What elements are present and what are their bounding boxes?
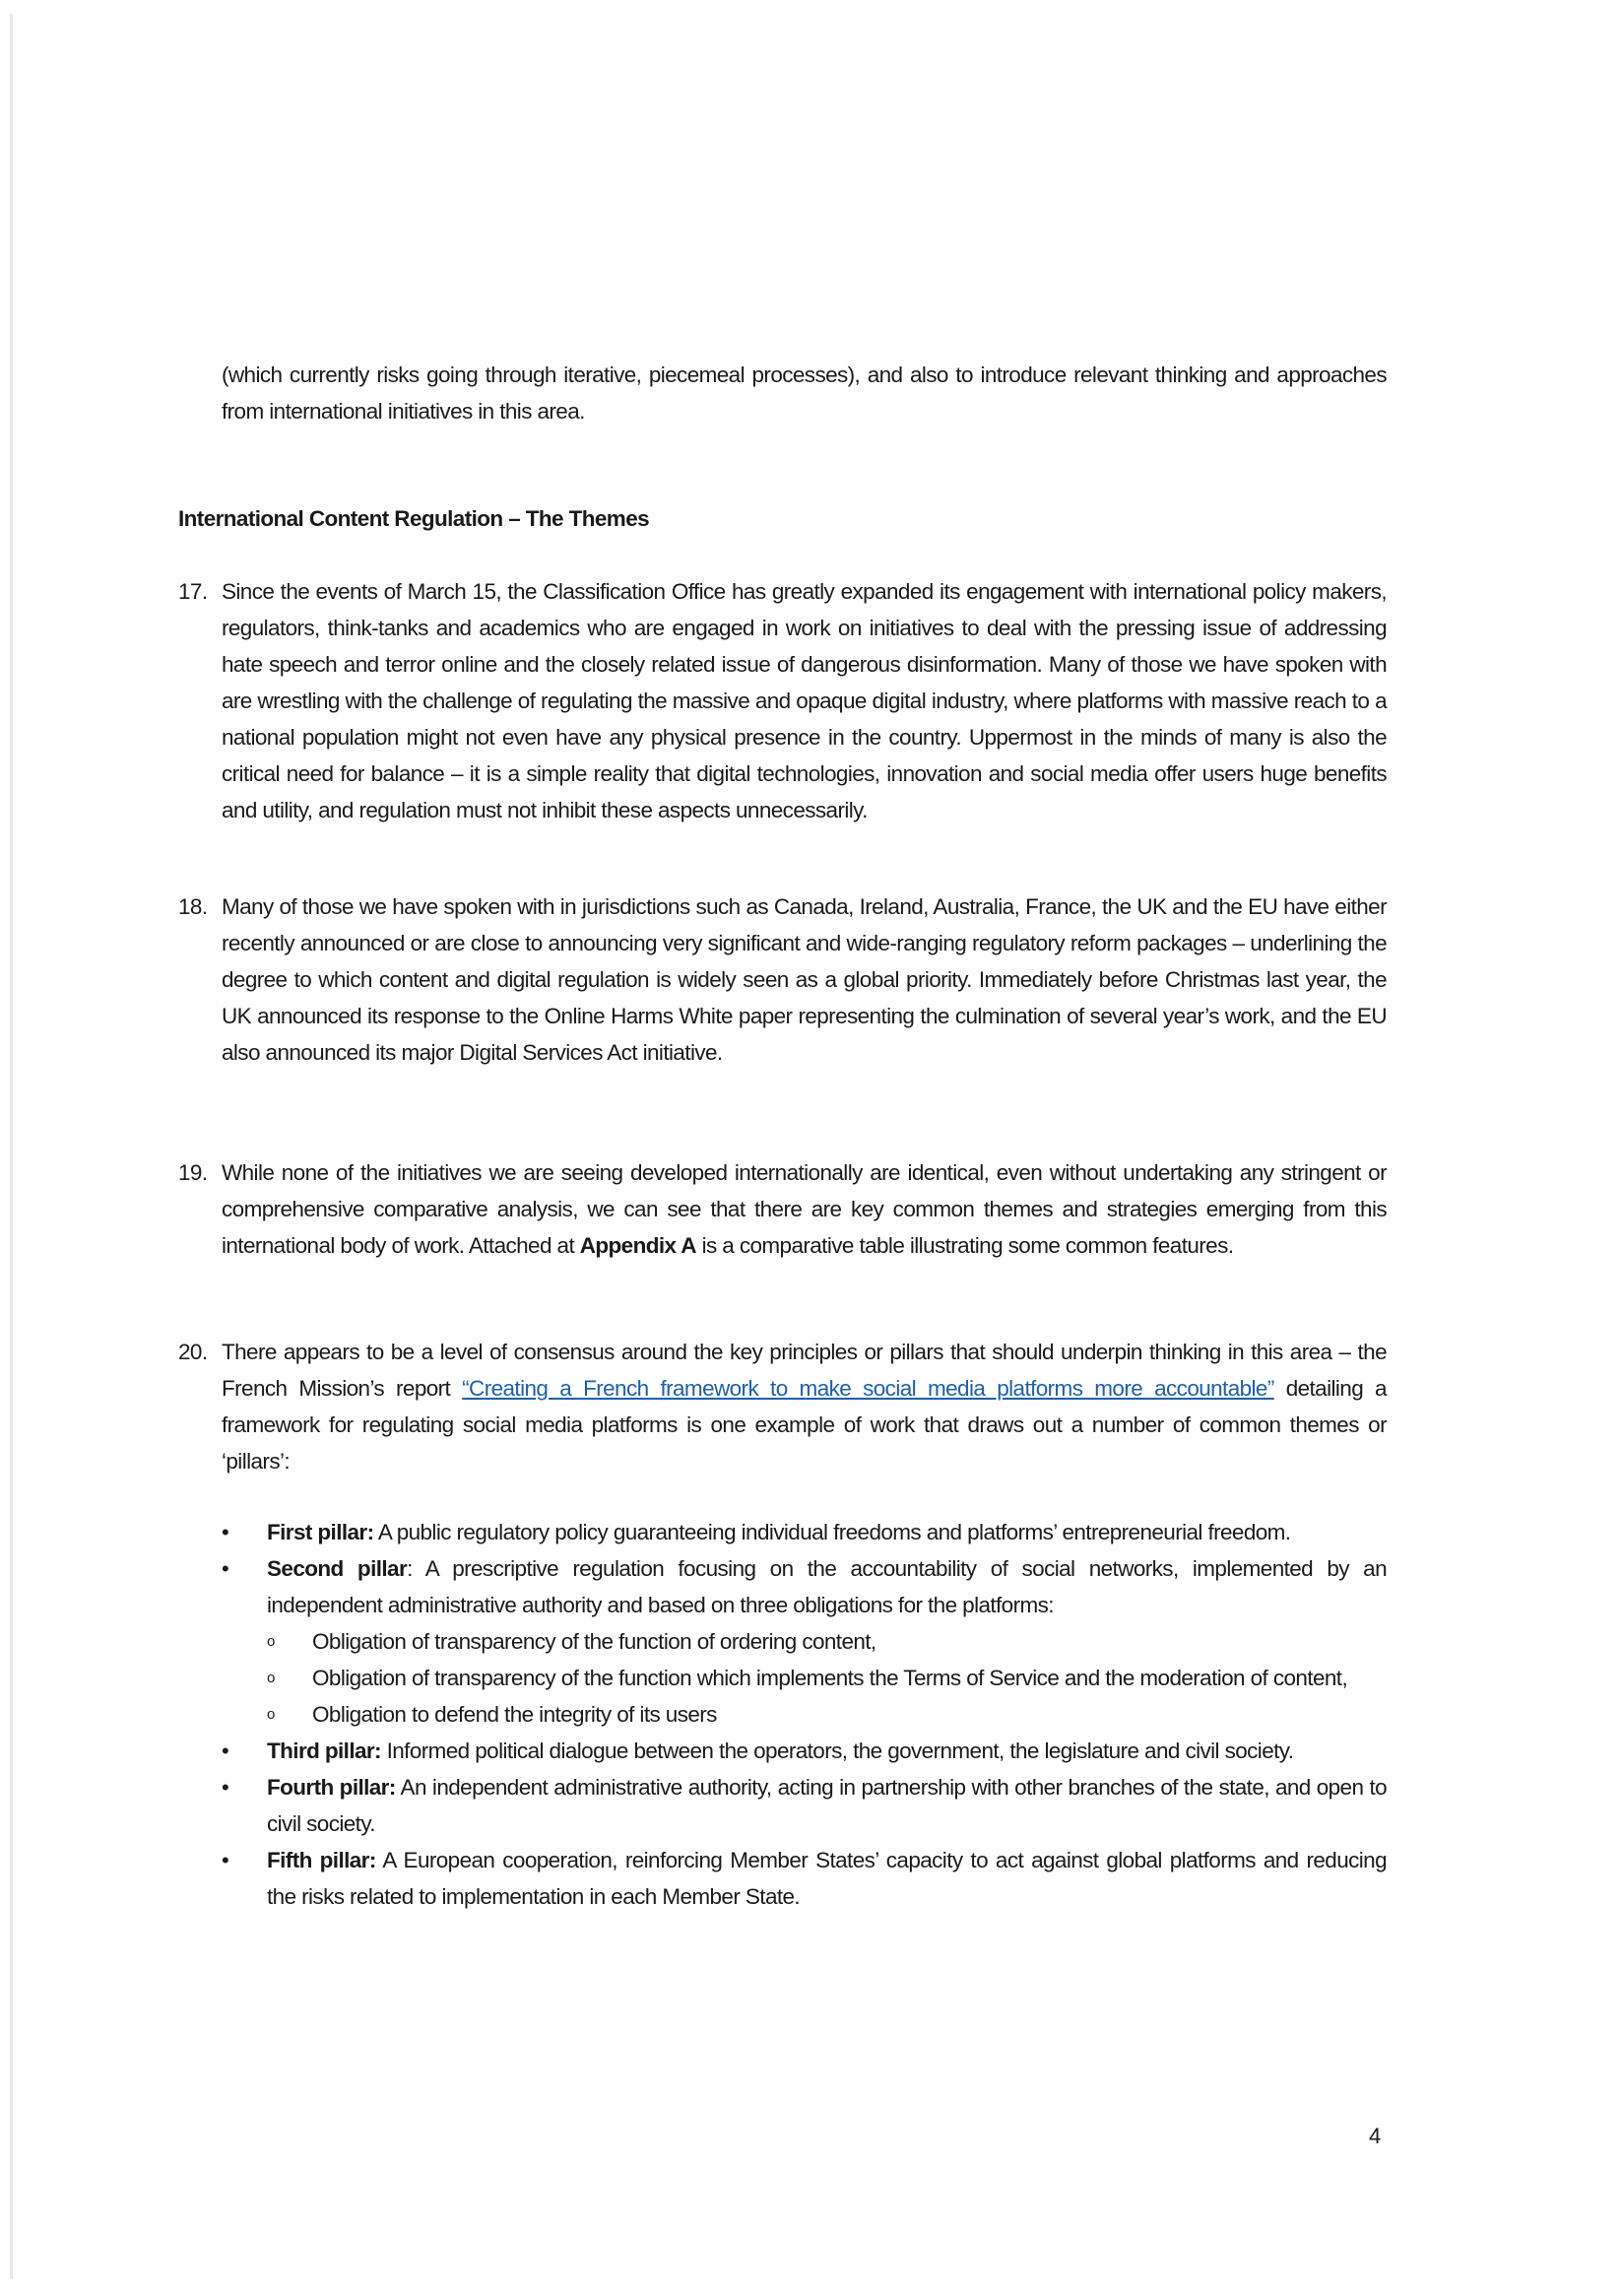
paragraph-text: [222, 1334, 1387, 1479]
bullet-icon: •: [222, 1520, 229, 1544]
bullet-icon: •: [222, 1848, 229, 1872]
obligation-item: [267, 1623, 1387, 1660]
pillar-label: Second pillar: [267, 1556, 408, 1581]
bullet-icon: •: [222, 1738, 229, 1763]
pillar-text: A European cooperation, reinforcing Member States’ capacity to act against global platforms and reducing the risks related to implementation in each Member State.: [267, 1848, 1388, 1909]
paragraph-text-after: detailing a framework for regulating social media platforms is one example of work that draws out a number of common themes or ‘pillars’:: [222, 1376, 1387, 1474]
pillar-label: Fourth pillar:: [267, 1775, 396, 1800]
pillars-list: [222, 1514, 1387, 1915]
paragraph-text: [222, 1154, 1387, 1264]
pillar-item-third: [222, 1733, 1387, 1769]
hollow-bullet-icon: o: [267, 1706, 275, 1723]
paragraph-text-after: is a comparative table illustrating some common features.: [695, 1233, 1234, 1258]
bullet-icon: •: [222, 1556, 229, 1581]
paragraph-18: [178, 888, 1387, 1071]
paragraph-text: Since the events of March 15, the Classification Office has greatly expanded its engagement with international policy makers, regulators, think-tanks and academics who are engaged in work on initiatives to deal with the pressing issue of addressing hate speech and terror online and the closely related issue of dangerous disinformation. Many of those we have spoken with are wrestling with the challenge of regulating the massive and opaque digital industry, where platforms with massive reach to a national population might not even have any physical presence in the country. Uppermost in the minds of many is also the critical need for balance – it is a simple reality that digital technologies, innovation and social media offer users huge benefits and utility, and regulation must not inhibit these aspects unnecessarily.: [222, 579, 1387, 822]
obligation-text: Obligation of transparency of the function of ordering content,: [312, 1629, 876, 1654]
appendix-reference: Appendix A: [579, 1233, 696, 1258]
pillar-text: A public regulatory policy guaranteeing individual freedoms and platforms’ entrepreneurial freedom.: [373, 1520, 1291, 1544]
paragraph-text-before: There appears to be a level of consensus around the key principles or pillars that should underpin thinking in this area – the French Mission’s report: [222, 1340, 1387, 1401]
pillar-item-first: [222, 1514, 1387, 1550]
pillar-item-second: [222, 1550, 1387, 1733]
paragraph-text: Many of those we have spoken with in jurisdictions such as Canada, Ireland, Australia, France, the UK and the EU have either recently announced or are close to announcing very significant and wide-ranging regulatory reform packages – underlining the degree to which content and digital regulation is widely seen as a global priority. Immediately before Christmas last year, the UK announced its response to the Online Harms White paper representing the culmination of several year’s work, and the EU also announced its major Digital Services Act initiative.: [222, 894, 1387, 1065]
pillar-label: Third pillar:: [267, 1738, 381, 1763]
obligation-item: [267, 1696, 1387, 1733]
paragraph-20: [178, 1334, 1387, 1479]
paragraph-17: [178, 573, 1387, 828]
paragraph-19: [178, 1154, 1387, 1264]
obligations-sublist: [267, 1623, 1387, 1733]
french-report-link[interactable]: “Creating a French framework to make social media platforms more accountable”: [462, 1376, 1274, 1401]
intro-continuation: (which currently risks going through iterative, piecemeal processes), and also to introduce relevant thinking and approaches from international initiatives in this area.: [222, 362, 1387, 424]
obligation-text: Obligation to defend the integrity of its users: [312, 1702, 717, 1727]
hollow-bullet-icon: o: [267, 1633, 275, 1650]
pillar-text: : A prescriptive regulation focusing on the accountability of social networks, implemented by an independent administrative authority and based on three obligations for the platforms:: [267, 1556, 1388, 1617]
obligation-item: [267, 1660, 1387, 1696]
page-number: 4: [1369, 2124, 1382, 2148]
paragraph-number: 19.: [178, 1160, 208, 1185]
pillar-item-fifth: [222, 1842, 1387, 1915]
paragraph-number: 18.: [178, 894, 208, 919]
pillar-label: First pillar:: [267, 1520, 374, 1544]
section-heading: International Content Regulation – The Themes: [178, 506, 650, 531]
paragraph-text-before: While none of the initiatives we are seeing developed internationally are identical, even without undertaking any stringent or comprehensive comparative analysis, we can see that there are key common themes and strategies emerging from this international body of work. Attached at: [222, 1160, 1387, 1258]
paragraph-number: 17.: [178, 579, 208, 604]
pillar-text: Informed political dialogue between the operators, the government, the legislature and civil society.: [380, 1738, 1294, 1763]
bullet-icon: •: [222, 1775, 229, 1800]
obligation-text: Obligation of transparency of the function which implements the Terms of Service and the moderation of content,: [312, 1666, 1348, 1690]
pillar-text: An independent administrative authority, acting in partnership with other branches of the state, and open to civil society.: [267, 1775, 1388, 1836]
pillar-item-fourth: [222, 1769, 1387, 1842]
hollow-bullet-icon: o: [267, 1670, 275, 1686]
paragraph-number: 20.: [178, 1340, 208, 1364]
pillar-label: Fifth pillar:: [267, 1848, 376, 1872]
